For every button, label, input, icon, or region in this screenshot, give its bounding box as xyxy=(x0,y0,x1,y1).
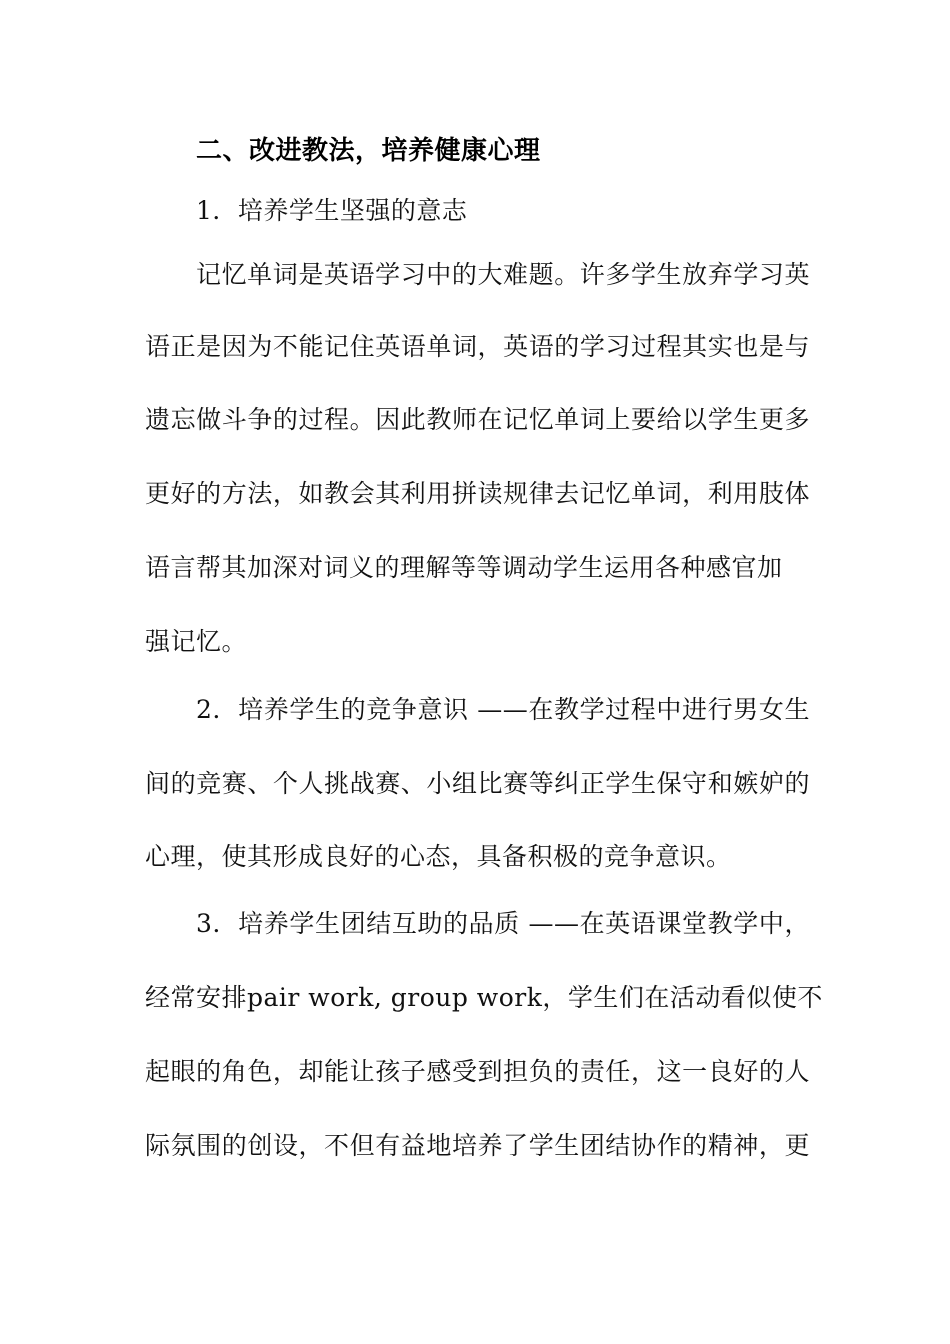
paragraph-1-line-2: 语正是因为不能记住英语单词，英语的学习过程其实也是与 xyxy=(145,332,810,361)
paragraph-1-line-3: 遗忘做斗争的过程。因此教师在记忆单词上要给以学生更多 xyxy=(145,405,810,434)
paragraph-1-line-4: 更好的方法，如教会其利用拼读规律去记忆单词，利用肢体 xyxy=(145,479,810,508)
paragraph-2-line-2: 间的竞赛、个人挑战赛、小组比赛等纠正学生保守和嫉妒的 xyxy=(145,769,810,798)
paragraph-2-line-1: 2．培养学生的竞争意识 ——在教学过程中进行男女生 xyxy=(196,695,810,724)
subheading-1: 1．培养学生坚强的意志 xyxy=(196,196,468,225)
paragraph-3-line-2: 经常安排pair work, group work，学生们在活动看似使不 xyxy=(145,983,823,1012)
paragraph-1-line-1: 记忆单词是英语学习中的大难题。许多学生放弃学习英 xyxy=(196,260,810,289)
section-heading: 二、改进教法，培养健康心理 xyxy=(196,136,541,166)
paragraph-3-line-1: 3．培养学生团结互助的品质 ——在英语课堂教学中， xyxy=(196,909,810,938)
paragraph-2-line-3: 心理，使其形成良好的心态，具备积极的竞争意识。 xyxy=(145,842,732,871)
paragraph-3-line-4: 际氛围的创设，不但有益地培养了学生团结协作的精神，更 xyxy=(145,1131,810,1160)
paragraph-1-line-5: 语言帮其加深对词义的理解等等调动学生运用各种感官加 xyxy=(145,553,783,582)
paragraph-1-line-6: 强记忆。 xyxy=(145,627,248,656)
paragraph-3-line-3: 起眼的角色，却能让孩子感受到担负的责任，这一良好的人 xyxy=(145,1057,810,1086)
